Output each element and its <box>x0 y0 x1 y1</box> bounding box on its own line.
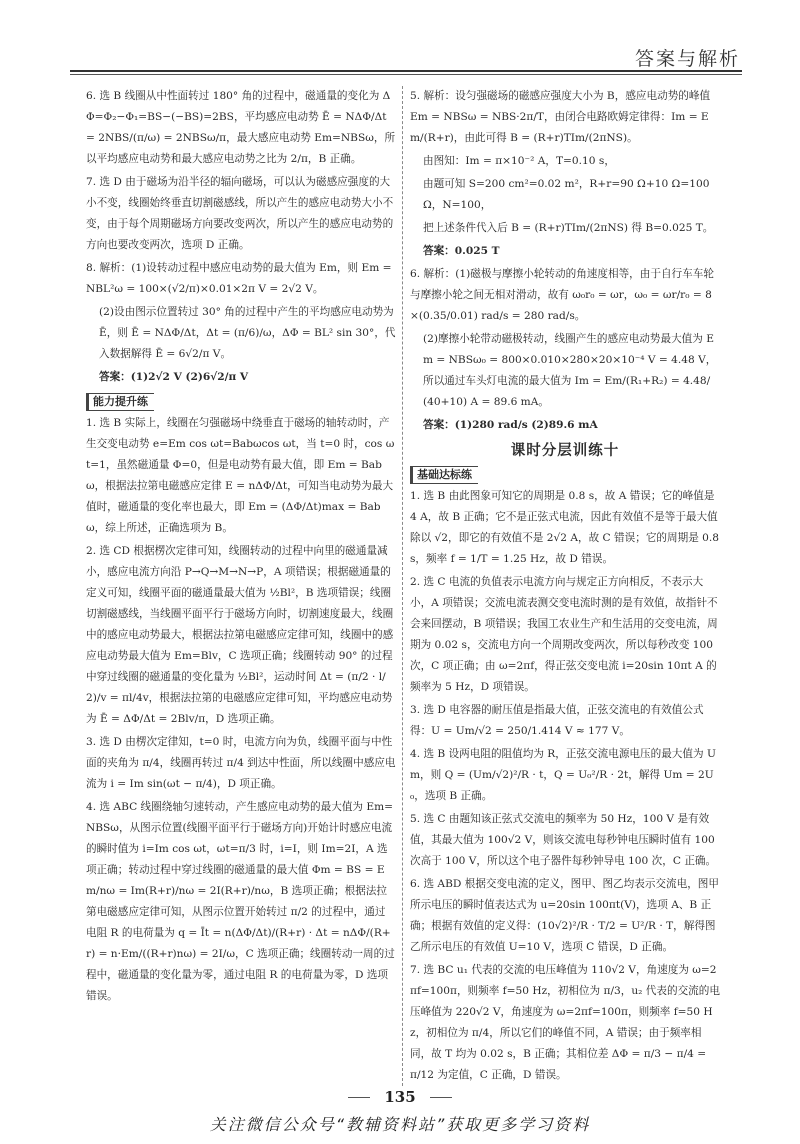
solution-paragraph: 1. 选 B 实际上，线圈在匀强磁场中绕垂直于磁场的轴转动时，产生交变电动势 e=Em cos ωt=Babωcos ωt，当 t=0 时，cos ωt=1，虽然磁通量 Φ=0，但是电动势有最大值，即 Em = Babω，根据法拉第电磁感应定律 E = nΔΦ/Δt，可知当电动势为最大值时，磁通量的变化率也最大，即 Em = (ΔΦ/Δt)max = Babω，综上所述，正确选项为 B。 <box>86 417 395 534</box>
solution-paragraph: 2. 选 C 电流的负值表示电流方向与规定正方向相反，不表示大小，A 项错误；交流电流表测交变电流时测的是有效值，故指针不会来回摆动，B 项错误；我国工农业生产和生活用的交变电流，周期为 0.02 s，交流电方向一个周期改变两次，所以每秒改变 100 次，C 项正确；由 ω=2πf，得正弦交变电流 i=20sin 10πt A 的频率为 5 Hz，D 项错误。 <box>410 576 718 693</box>
footer-watermark: 关注微信公众号“教辅资料站”获取更多学习资料 <box>209 1115 591 1134</box>
solution-paragraph: 由题可知 S=200 cm²=0.02 m²，R+r=90 Ω+10 Ω=100 Ω，N=100， <box>423 178 710 211</box>
solution-paragraph: 7. 选 BC u₁ 代表的交流的电压峰值为 110√2 V，角速度为 ω=2πf=100π，则频率 f=50 Hz，初相位为 π/3，u₂ 代表的交流的电压峰值为 220√2 V，角速度为 ω=2πf=100π，则频率 f=50 Hz，初相位为 π/4，所以它们的峰值不同，A 错误；由于频率相同，故 T 均为 0.02 s，B 正确；其相位差 ΔΦ = π/3 − π/4 = π/12 为定值，C 正确，D 错误。 <box>410 964 720 1081</box>
section-heading: 基础达标练 <box>410 466 478 484</box>
section-heading-row <box>410 463 720 486</box>
solution-paragraph: 5. 解析：设匀强磁场的磁感应强度大小为 B，感应电动势的峰值 Em = NBSω = NBS·2π/T，由闭合电路欧姆定律得：Im = Em/(R+r)，由此可得 B = (R+r)TIm/(2πNS)。 <box>410 90 711 144</box>
solution-paragraph: 6. 解析：(1)磁极与摩擦小轮转动的角速度相等，由于自行车车轮与摩擦小轮之间无相对滑动，故有 ω₀r₀ = ωr，ω₀ = ωr/r₀ = 8×(0.35/0.01) rad/s = 280 rad/s。 <box>410 268 714 322</box>
solution-paragraph: 3. 选 D 电容器的耐压值是指最大值，正弦交流电的有效值公式得：U = Um/√2 = 250/1.414 V ≈ 177 V。 <box>410 704 704 737</box>
answer-line: 答案：(1)280 rad/s (2)89.6 mA <box>423 419 598 431</box>
solution-paragraph: 3. 选 D 由楞次定律知，t=0 时，电流方向为负，线圈平面与中性面的夹角为 π/4，线圈再转过 π/4 到达中性面，所以线圈中感应电流为 i = Im sin(ωt − π/4)，D 项正确。 <box>86 736 396 790</box>
solution-paragraph: 4. 选 ABC 线圈绕轴匀速转动，产生感应电动势的最大值为 Em=NBSω，从图示位置(线圈平面平行于磁场方向)开始计时感应电流的瞬时值为 i=Im cos ωt，ωt=π/3 时，i=I，则 Im=2I，A 选项正确；转动过程中穿过线圈的磁通量的最大值 Φm = BS = Em/nω = Im(R+r)/nω = 2I(R+r)/nω，B 选项正确；根据法拉第电磁感应定律可知，从图示位置开始转过 π/2 的过程中，通过电阻 R 的电荷量为 q = Īt = n(ΔΦ/Δt)/(R+r) · Δt = nΔΦ/(R+r) = n·Em/((R+r)nω) = 2I/ω，C 选项正确；线圈转动一周的过程中，磁通量的变化量为零，通过电阻 R 的电荷量为零，D 选项错误。 <box>86 801 395 1002</box>
page-number-dash-right <box>430 1097 452 1098</box>
solution-paragraph: 7. 选 D 由于磁场为沿半径的辐向磁场，可以认为磁感应强度的大小不变，线圈始终垂直切割磁感线，所以产生的感应电动势大小不变，由于每个周期磁场方向要改变两次，所以产生的感应电动势的方向也要改变两次，选项 D 正确。 <box>86 176 394 251</box>
left-column <box>86 86 396 1009</box>
header-title: 答案与解析 <box>634 48 740 70</box>
column-divider <box>402 86 403 1086</box>
answer-line: 答案：(1)2√2 V (2)6√2/π V <box>99 371 249 383</box>
answer-line: 答案：0.025 T <box>423 245 500 257</box>
solution-paragraph: (2)设由图示位置转过 30° 角的过程中产生的平均感应电动势为 Ē，则 Ē = NΔΦ/Δt，Δt = (π/6)/ω，ΔΦ = BL² sin 30°，代入数据解得 Ē = 6√2/π V。 <box>99 306 396 360</box>
solution-paragraph: 8. 解析：(1)设转动过程中感应电动势的最大值为 Em，则 Em = NBL²ω = 100×(√2/π)×0.01×2π V = 2√2 V。 <box>86 262 392 295</box>
lesson-title: 课时分层训练十 <box>510 442 620 459</box>
solution-paragraph: 1. 选 B 由此图象可知它的周期是 0.8 s，故 A 错误；它的峰值是 4 A，故 B 正确；它不是正弦式电流，因此有效值不是等于最大值除以 √2，即它的有效值不是 2√2 A，故 C 错误；它的周期是 0.8 s，频率 f = 1/T = 1.25 Hz，故 D 错误。 <box>410 490 719 565</box>
right-column <box>410 86 720 1088</box>
section-heading-row <box>86 390 396 413</box>
solution-paragraph: 把上述条件代入后 B = (R+r)TIm/(2πNS) 得 B=0.025 T。 <box>423 222 714 234</box>
solution-paragraph: (2)摩擦小轮带动磁极转动，线圈产生的感应电动势最大值为 Em = NBSω₀ = 800×0.010×280×20×10⁻⁴ V = 4.48 V，所以通过车头灯电流的最大值为 Im = Em/(R₁+R₂) = 4.48/(40+10) A = 89.6 mA。 <box>423 333 717 408</box>
solution-paragraph: 2. 选 CD 根据楞次定律可知，线圈转动的过程中向里的磁通量减小，感应电流方向沿 P→Q→M→N→P，A 项错误；根据磁通量的定义可知，线圈平面的磁通量最大值为 ½Bl²，B 选项错误；线圈切割磁感线，当线圈平面平行于磁场方向时，切割速度最大，线圈中的感应电动势最大，根据法拉第电磁感应定律可知，线圈中的感应电动势最大值为 Em=Blv，C 选项正确；线圈转动 90° 的过程中穿过线圈的磁通量的变化量为 ½Bl²，运动时间 Δt = (π/2 · l/2)/v = πl/4v，根据法拉第的电磁感应定律可知，平均感应电动势为 Ē = ΔΦ/Δt = 2Blv/π，D 选项正确。 <box>86 545 394 725</box>
solution-paragraph: 6. 选 ABD 根据交变电流的定义，图甲、图乙均表示交流电，图甲所示电压的瞬时值表达式为 u=20sin 100πt(V)，选项 A、B 正确；根据有效值的定义得：(10√2)²/R · T/2 = U²/R · T，解得图乙所示电压的有效值 U=10 V，选项 C 错误，D 正确。 <box>410 878 719 953</box>
solution-paragraph: 6. 选 B 线圈从中性面转过 180° 角的过程中，磁通量的变化为 ΔΦ=Φ₂−Φ₁=BS−(−BS)=2BS，平均感应电动势 Ē = NΔΦ/Δt = 2NBS/(π/ω) = 2NBSω/π，最大感应电动势 Em=NBSω，所以平均感应电动势和最大感应电动势之比为 2/π，B 正确。 <box>86 90 396 165</box>
page-number: 135 <box>384 1088 416 1106</box>
solution-paragraph: 4. 选 B 设两电阻的阻值均为 R，正弦交流电源电压的最大值为 Um，则 Q = (Um/√2)²/R · t，Q = U₀²/R · 2t，解得 Um = 2U₀，选项 B 正确。 <box>410 748 716 802</box>
header-rule <box>70 70 742 72</box>
section-heading: 能力提升练 <box>86 393 154 411</box>
solution-paragraph: 由图知：Im = π×10⁻² A，T=0.10 s， <box>423 155 615 167</box>
solution-paragraph: 5. 选 C 由题知该正弦式交流电的频率为 50 Hz，100 V 是有效值，其最大值为 100√2 V，则该交流电每秒钟电压瞬时值有 100 次高于 100 V，所以这个电子器件每秒钟导电 100 次，C 正确。 <box>410 813 717 867</box>
header-rule-thin <box>70 74 742 75</box>
